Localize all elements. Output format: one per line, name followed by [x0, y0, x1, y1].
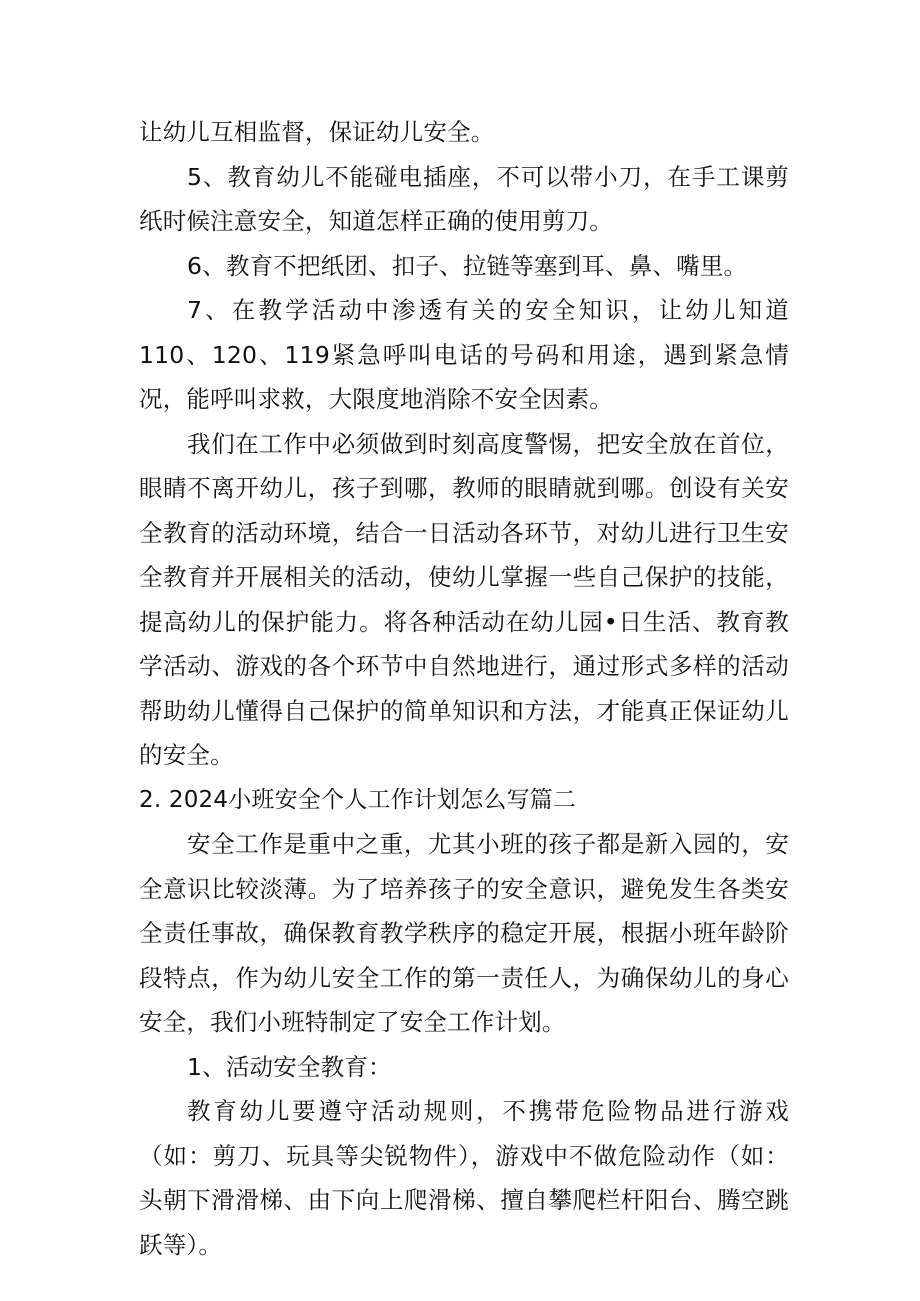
paragraph-intro: 安全工作是重中之重，尤其小班的孩子都是新入园的，安全意识比较淡薄。为了培养孩子的安全意识，避免发生各类安全责任事故，确保教育教学秩序的稳定开展，根据小班年龄阶段特点，作为幼儿安全工作的第一责任人，为确保幼儿的身心安全，我们小班特制定了安全工作计划。	[139, 830, 789, 1036]
paragraph-item-5: 5、教育幼儿不能碰电插座，不可以带小刀，在手工课剪纸时候注意安全，知道怎样正确的使用剪刀。	[139, 162, 789, 235]
paragraph-item-7: 7、在教学活动中渗透有关的安全知识，让幼儿知道110、120、119紧急呼叫电话的号码和用途，遇到紧急情况，能呼叫求救，大限度地消除不安全因素。	[139, 296, 789, 413]
paragraph-activity-rules: 教育幼儿要遵守活动规则，不携带危险物品进行游戏（如：剪刀、玩具等尖锐物件），游戏中不做危险动作（如：头朝下滑滑梯、由下向上爬滑梯、擅自攀爬栏杆阳台、腾空跳跃等）。	[139, 1097, 789, 1259]
paragraph-summary: 我们在工作中必须做到时刻高度警惕，把安全放在首位，眼睛不离开幼儿，孩子到哪，教师的眼睛就到哪。创设有关安全教育的活动环境，结合一日活动各环节，对幼儿进行卫生安全教育并开展相关的活动，使幼儿掌握一些自己保护的技能，提高幼儿的保护能力。将各种活动在幼儿园•日生活、教育教学活动、游戏的各个环节中自然地进行，通过形式多样的活动帮助幼儿懂得自己保护的简单知识和方法，才能真正保证幼儿的安全。	[139, 429, 789, 769]
section-heading: 2. 2024小班安全个人工作计划怎么写篇二	[139, 786, 577, 813]
document-body	[139, 110, 789, 1267]
paragraph-item-6: 6、教育不把纸团、扣子、拉链等塞到耳、鼻、嘴里。	[187, 251, 748, 280]
paragraph-continuation: 让幼儿互相监督，保证幼儿安全。	[139, 118, 495, 146]
paragraph-subheading-activity-safety: 1、活动安全教育：	[187, 1052, 392, 1081]
